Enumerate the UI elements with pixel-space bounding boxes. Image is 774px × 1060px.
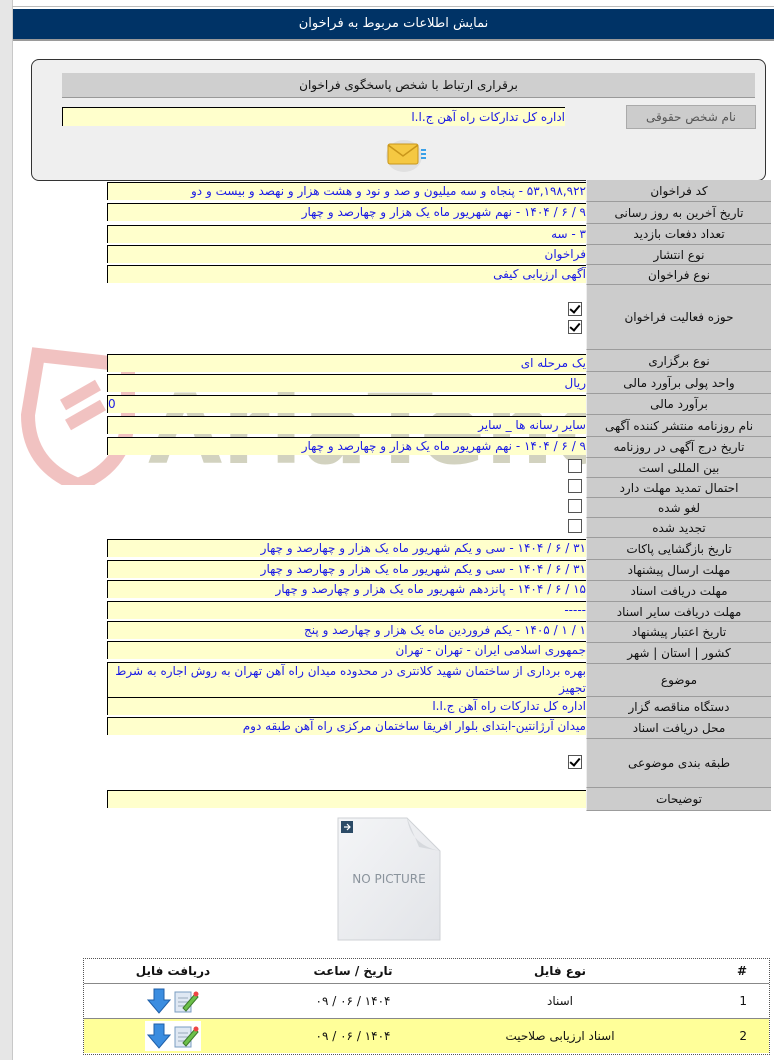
contact-panel [31, 59, 766, 181]
checkbox-renewed[interactable] [568, 519, 582, 533]
label-currency: واحد پولی برآورد مالی [586, 372, 771, 394]
checkbox-international[interactable] [568, 459, 582, 473]
row-download [84, 984, 262, 1019]
value-call-type: آگهی ارزیابی کیفی [107, 265, 586, 283]
label-other-docs-deadline: مهلت دریافت سایر اسناد [586, 602, 771, 622]
label-activity: حوزه فعالیت فراخوان [586, 285, 771, 350]
download-arrow-icon[interactable] [147, 1023, 171, 1049]
page-title: نمایش اطلاعات مربوط به فراخوان [13, 9, 774, 41]
label-newspaper-date: تاریخ درج آگهی در روزنامه [586, 437, 771, 458]
label-publish-type: نوع انتشار [586, 245, 771, 265]
contact-label: نام شخص حقوقی [626, 105, 756, 129]
label-renewed: تجدید شده [586, 518, 771, 538]
checkbox-activity-builders[interactable] [568, 302, 582, 316]
row-file-type: اسناد [444, 984, 676, 1019]
value-location: جمهوری اسلامی ایران - تهران - تهران [107, 641, 586, 659]
value-organizer: اداره کل تدارکات راه آهن ج.ا.ا [107, 697, 586, 715]
col-date: تاریخ / ساعت [313, 964, 393, 978]
label-organizer: دستگاه مناقصه گزار [586, 697, 771, 718]
row-file-type: اسناد ارزیابی صلاحیت [444, 1019, 676, 1054]
label-validity: تاریخ اعتبار پیشنهاد [586, 622, 771, 643]
mail-icon[interactable] [384, 136, 428, 172]
contact-header-button[interactable]: برقراری ارتباط با شخص پاسخگوی فراخوان [62, 73, 755, 98]
label-visits: تعداد دفعات بازدید [586, 224, 771, 245]
value-docs-deadline: ۱۵ / ۶ / ۱۴۰۴ - پانزدهم شهریور ماه یک هزار و چهارصد و چهار [107, 580, 586, 598]
label-opening-date: تاریخ بازگشایی پاکات [586, 538, 771, 560]
label-estimate: برآورد مالی [586, 394, 771, 415]
download-arrow-icon[interactable] [147, 988, 171, 1014]
value-newspaper-date: ۹ / ۶ / ۱۴۰۴ - نهم شهریور ماه یک هزار و چهارصد و چهار [107, 437, 586, 455]
label-newspaper: نام روزنامه منتشر کننده آگهی [586, 415, 771, 437]
label-subject: موضوع [586, 664, 771, 697]
row-num: 1 [676, 984, 769, 1019]
contact-value: اداره کل تدارکات راه آهن ج.ا.ا [62, 107, 565, 126]
checkbox-extension[interactable] [568, 479, 582, 493]
label-international: بین المللی است [586, 458, 771, 478]
value-subject: بهره برداری از ساختمان شهید کلانتری در محدوده میدان راه آهن تهران به روش اجاره به شرط تجهیز [107, 662, 586, 697]
edit-document-icon[interactable] [173, 988, 199, 1014]
value-submit-deadline: ۳۱ / ۶ / ۱۴۰۴ - سی و یکم شهریور ماه یک هزار و چهارصد و چهار [107, 560, 586, 578]
label-code: کد فراخوان [586, 180, 771, 202]
col-num: # [736, 964, 747, 978]
page-left-border [0, 0, 13, 1060]
label-description: توضیحات [586, 788, 771, 811]
checkbox-activity-other[interactable] [568, 320, 582, 334]
label-holding-type: نوع برگزاری [586, 350, 771, 372]
label-last-update: تاریخ آخرین به روز رسانی [586, 202, 771, 224]
no-picture-image [337, 817, 441, 941]
label-docs-place: محل دریافت اسناد [586, 718, 771, 739]
value-other-docs-deadline: ----- [107, 601, 586, 619]
label-docs-deadline: مهلت دریافت اسناد [586, 581, 771, 602]
value-currency: ریال [107, 374, 586, 392]
value-code: ۵۳,۱۹۸,۹۲۲ - پنجاه و سه میلیون و صد و نود و هشت هزار و نهصد و بیست و دو [107, 182, 586, 200]
value-holding-type: یک مرحله ای [107, 354, 586, 372]
label-extension: احتمال تمدید مهلت دارد [586, 478, 771, 498]
label-category: طبقه بندی موضوعی [586, 739, 771, 788]
row-date: ۱۴۰۴ / ۰۶ / ۰۹ [262, 984, 444, 1019]
row-download [84, 1019, 262, 1054]
value-publish-type: فراخوان [107, 245, 586, 263]
top-divider [12, 0, 774, 7]
value-docs-place: میدان آرژانتین-ابتدای بلوار افریقا ساختمان مرکزی راه آهن طبقه دوم [107, 717, 586, 735]
row-date: ۱۴۰۴ / ۰۶ / ۰۹ [262, 1019, 444, 1054]
label-call-type: نوع فراخوان [586, 265, 771, 285]
table-row [84, 1019, 769, 1054]
value-estimate: 0 [107, 395, 586, 413]
row-num: 2 [676, 1019, 769, 1054]
value-validity: ۱ / ۱ / ۱۴۰۵ - یکم فروردین ماه یک هزار و چهارصد و پنج [107, 621, 586, 639]
checkbox-cancelled[interactable] [568, 499, 582, 513]
col-file-type: نوع فایل [534, 964, 586, 978]
value-description [107, 790, 586, 808]
value-newspaper: سایر رسانه ها _ سایر [107, 416, 586, 434]
table-row [84, 984, 769, 1019]
col-download: دریافت فایل [135, 964, 211, 978]
files-table [83, 958, 770, 1055]
label-cancelled: لغو شده [586, 498, 771, 518]
value-visits: ۳ - سه [107, 225, 586, 243]
edit-document-icon[interactable] [173, 1023, 199, 1049]
value-opening-date: ۳۱ / ۶ / ۱۴۰۴ - سی و یکم شهریور ماه یک هزار و چهارصد و چهار [107, 539, 586, 557]
label-submit-deadline: مهلت ارسال پیشنهاد [586, 560, 771, 581]
value-last-update: ۹ / ۶ / ۱۴۰۴ - نهم شهریور ماه یک هزار و چهارصد و چهار [107, 203, 586, 221]
svg-text:NO PICTURE: NO PICTURE [352, 872, 426, 886]
checkbox-category-other[interactable] [568, 755, 582, 769]
label-location: کشور | استان | شهر [586, 643, 771, 664]
